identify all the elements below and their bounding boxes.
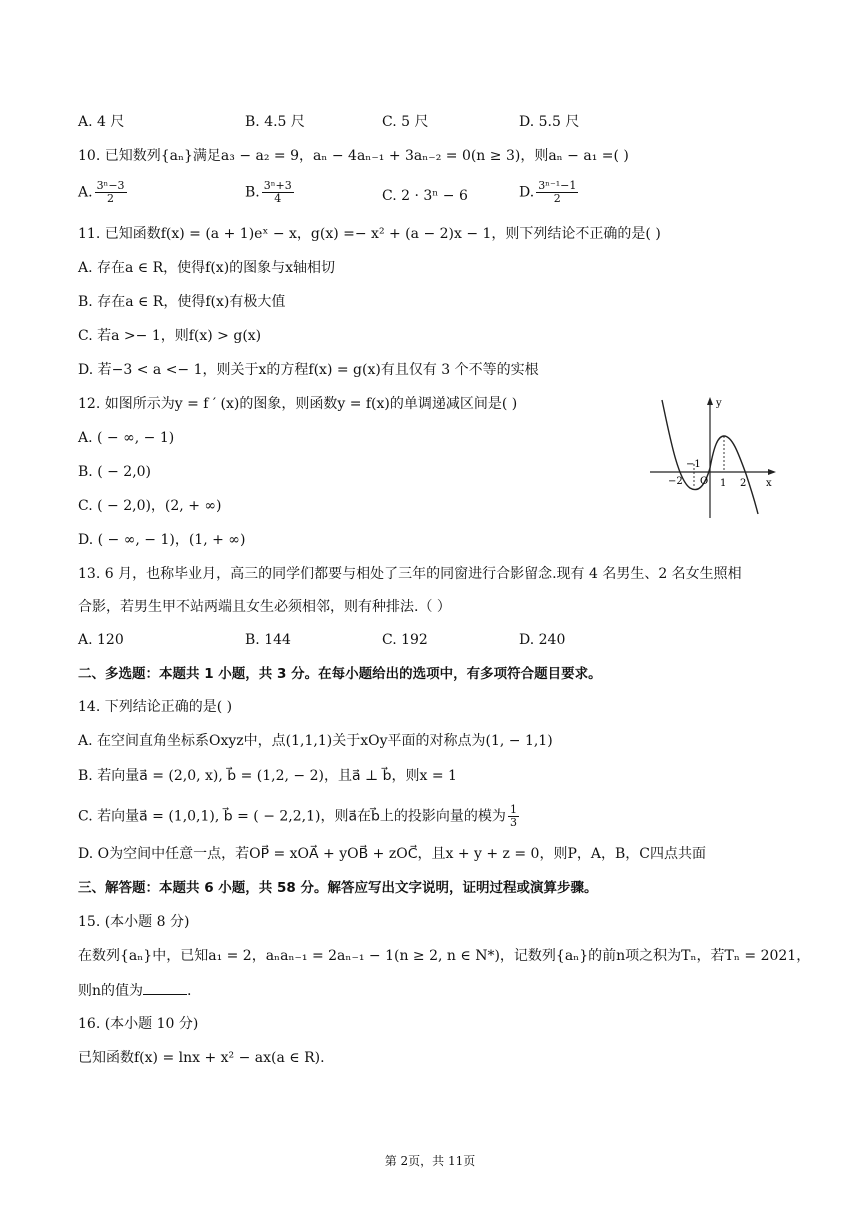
tick-label-minus1: −1 [686, 459, 701, 470]
tick-label-1: 1 [720, 478, 727, 489]
q15-text-line1: 在数列{aₙ}中，已知a₁ = 2，aₙaₙ₋₁ = 2aₙ₋₁ − 1(n ≥ 2, n ∈ N*)，记数列{aₙ}的前n项之积为Tₙ，若Tₙ = 2021， [78, 948, 811, 964]
origin-label: O [700, 476, 709, 487]
q14-option-b: B. 若向量a⃗ = (2,0, x), b⃗ = (1,2, − 2)，且a⃗ ⊥ b⃗，则x = 1 [78, 768, 457, 784]
x-axis-arrow [768, 469, 776, 475]
q13-option-a: A. 120 [78, 632, 124, 648]
q13-option-c: C. 192 [382, 632, 428, 648]
q14-stem: 14. 下列结论正确的是( ) [78, 699, 233, 715]
q10-stem: 10. 已知数列{aₙ}满足a₃ − a₂ = 9，aₙ − 4aₙ₋₁ + 3aₙ₋₂ = 0(n ≥ 3)，则aₙ − a₁ =( ) [78, 148, 629, 164]
q10-option-d: D. $\frac{\text{3ⁿ⁻¹−1}}{2}$ [519, 179, 577, 205]
page-footer: 第 2页，共 11页 [384, 1154, 476, 1168]
q11-option-c: C. 若a >− 1，则f(x) > g(x) [78, 328, 262, 344]
x-axis-label: x [766, 478, 772, 489]
q12-option-c: C. ( − 2,0)，(2, + ∞) [78, 498, 222, 514]
q16-text-line1: 已知函数f(x) = lnx + x² − ax(a ∈ R). [78, 1050, 325, 1066]
q9-option-d: D. 5.5 尺 [519, 114, 580, 130]
q11-option-d: D. 若−3 < a <− 1，则关于x的方程f(x) = g(x)有且仅有 3 个不等的实根 [78, 362, 539, 378]
q15-text-line2: 则n的值为 . [78, 980, 191, 1001]
answer-blank [143, 980, 187, 995]
q13-option-d: D. 240 [519, 632, 566, 648]
q13-stem-line1: 13. 6 月，也称毕业月，高三的同学们都要与相处了三年的同窗进行合影留念.现有 4 名男生、2 名女生照相 [78, 566, 742, 582]
q13-stem-line2: 合影，若男生甲不站两端且女生必须相邻，则有种排法.（ ） [78, 599, 451, 615]
q14-option-d: D. O为空间中任意一点，若OP⃗ = xOA⃗ + yOB⃗ + zOC⃗，且x + y + z = 0，则P，A，B，C四点共面 [78, 846, 706, 862]
q9-option-a: A. 4 尺 [78, 114, 125, 130]
q12-option-d: D. ( − ∞, − 1)，(1, + ∞) [78, 532, 246, 548]
q12-option-a: A. ( − ∞, − 1) [78, 430, 175, 446]
section-3-heading: 三、解答题：本题共 6 小题，共 58 分。解答应写出文字说明，证明过程或演算步骤。 [78, 880, 598, 896]
q12-option-b: B. ( − 2,0) [78, 464, 152, 480]
tick-label-minus2: −2 [668, 476, 683, 487]
q13-option-b: B. 144 [245, 632, 291, 648]
y-axis-arrow [707, 397, 713, 405]
q16-heading: 16. (本小题 10 分) [78, 1016, 199, 1032]
tick-label-2: 2 [740, 478, 747, 489]
q9-option-b: B. 4.5 尺 [245, 114, 305, 130]
q10-option-b: B. $\frac{\text{3ⁿ+3}}{4}$ [245, 179, 292, 205]
q11-stem: 11. 已知函数f(x) = (a + 1)eˣ − x，g(x) =− x² + (a − 2)x − 1，则下列结论不正确的是( ) [78, 226, 661, 242]
q10-option-a: A. $\frac{\text{3ⁿ−3}}{2}$ [78, 179, 125, 205]
derivative-graph [648, 394, 778, 520]
q9-option-c: C. 5 尺 [382, 114, 429, 130]
q11-option-b: B. 存在a ∈ R，使得f(x)有极大值 [78, 294, 286, 310]
y-axis-label: y [716, 398, 722, 409]
q11-option-a: A. 存在a ∈ R，使得f(x)的图象与x轴相切 [78, 260, 336, 276]
q10-option-c: C. 2 · 3ⁿ − 6 [382, 188, 468, 204]
q15-heading: 15. (本小题 8 分) [78, 914, 190, 930]
section-2-heading: 二、多选题：本题共 1 小题，共 3 分。在每小题给出的选项中，有多项符合题目要求。 [78, 666, 602, 682]
q14-option-c: C. 若向量a⃗ = (1,0,1), b⃗ = ( − 2,2,1)，则a⃗在b⃗上的投影向量的模为 $\frac{1}{3}$ [78, 803, 517, 829]
q14-option-a: A. 在空间直角坐标系Oxyz中，点(1,1,1)关于xOy平面的对称点为(1, − 1,1) [78, 733, 553, 749]
q12-stem: 12. 如图所示为y = f ′ (x)的图象，则函数y = f(x)的单调递减区间是( ) [78, 396, 518, 412]
